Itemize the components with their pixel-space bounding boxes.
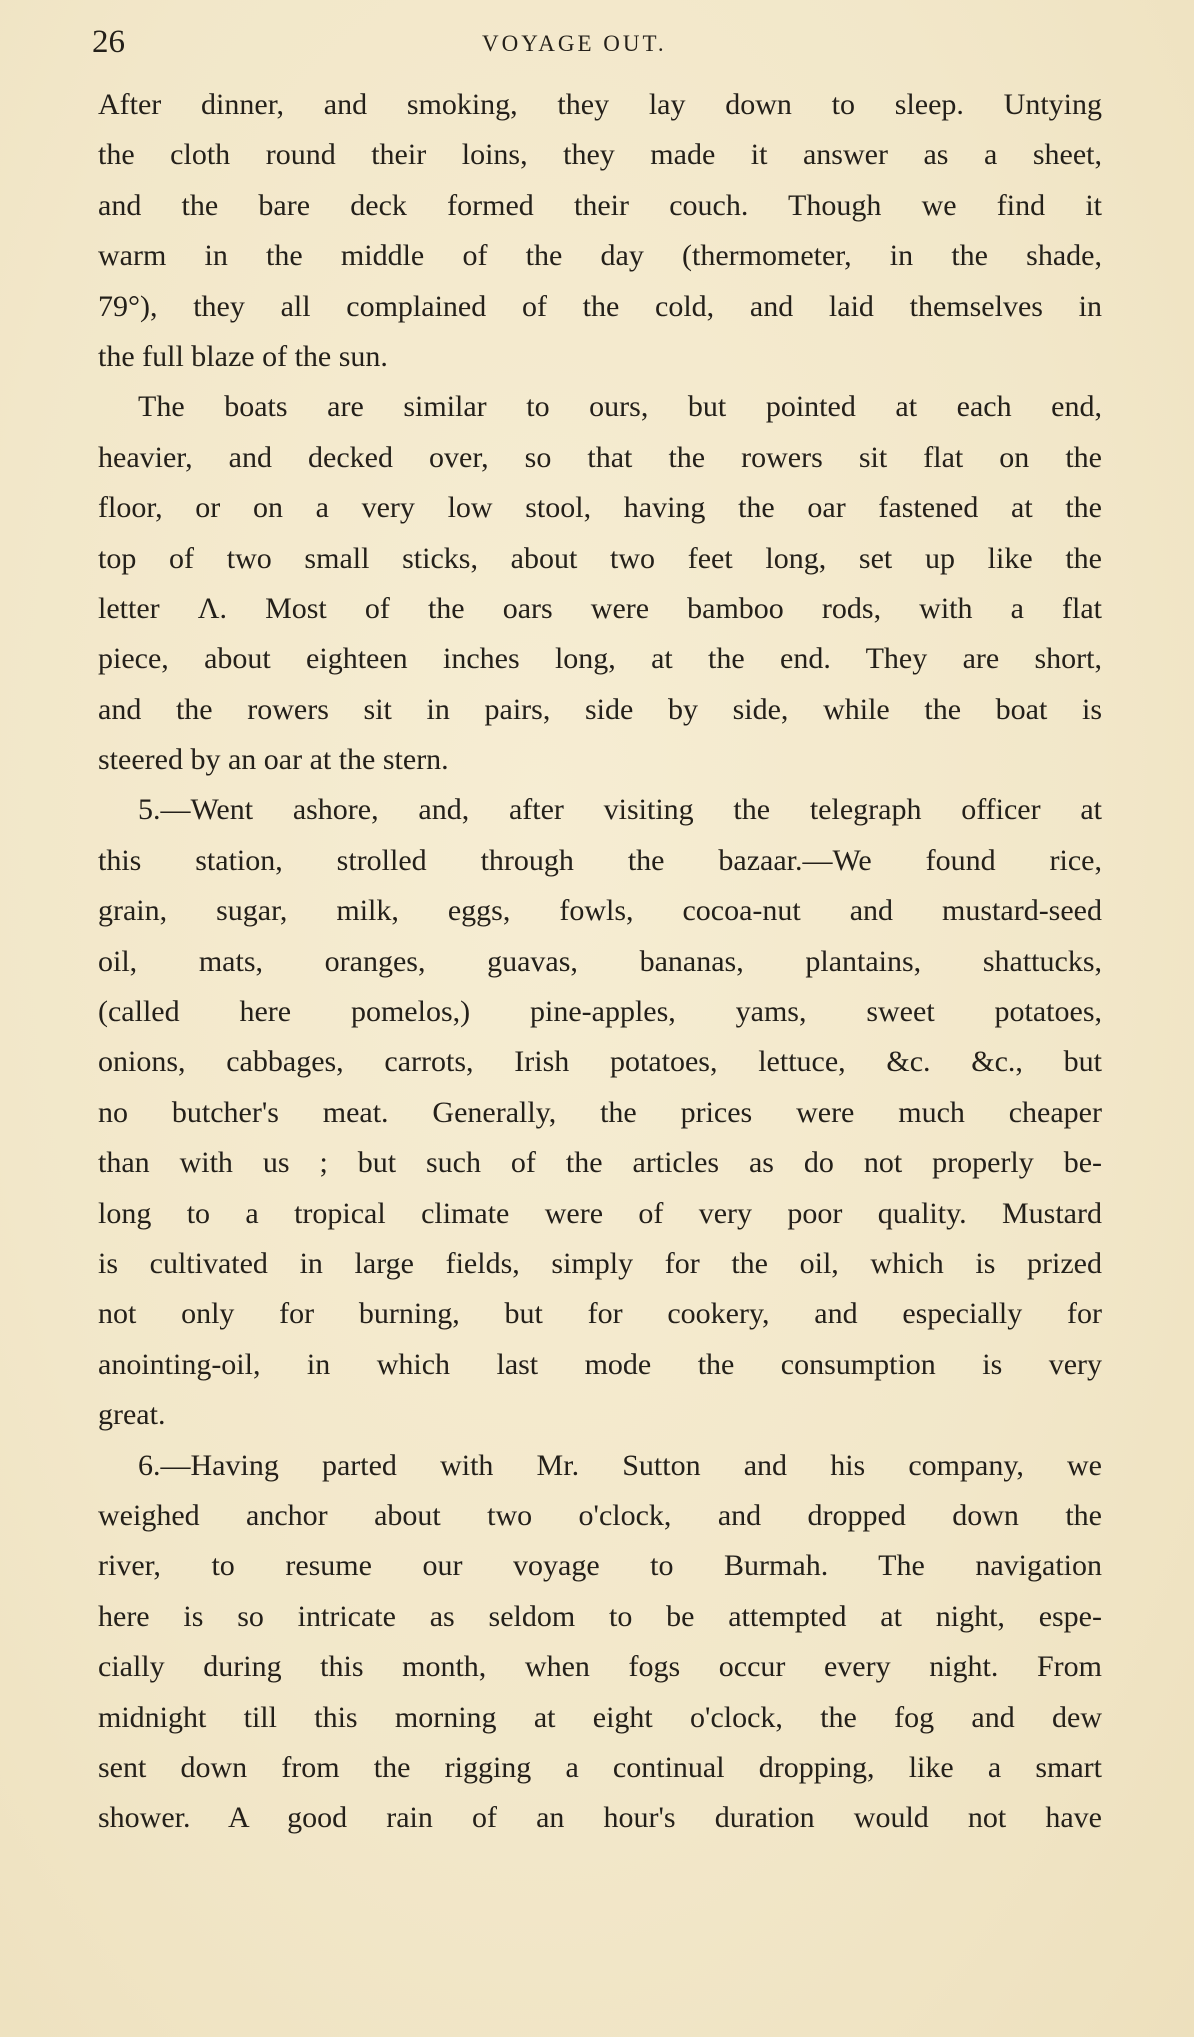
running-head: VOYAGE OUT. <box>482 31 667 56</box>
text-line: great. <box>98 1398 166 1432</box>
text-line: heavier, and decked over, so that the rowers sit flat on the <box>98 440 1102 474</box>
text-line: After dinner, and smoking, they lay down to sleep. Untying <box>98 88 1102 121</box>
text-line: the full blaze of the sun. <box>98 339 388 373</box>
body-text <box>98 80 1102 1844</box>
text-line: sent down from the rigging a continual dropping, like a smart <box>98 1750 1102 1784</box>
text-line: 79°), they all complained of the cold, and laid themselves in <box>98 289 1102 323</box>
text-line: the cloth round their loins, they made it answer as a sheet, <box>98 138 1102 172</box>
text-line: shower. A good rain of an hour's duration would not have <box>98 1801 1102 1835</box>
text-line: and the rowers sit in pairs, side by side, while the boat is <box>98 692 1102 726</box>
text-line: not only for burning, but for cookery, and especially for <box>98 1297 1102 1331</box>
text-line: midnight till this morning at eight o'clock, the fog and dew <box>98 1700 1102 1734</box>
text-line: long to a tropical climate were of very poor quality. Mustard <box>98 1196 1102 1230</box>
text-line: than with us ; but such of the articles as do not properly be- <box>98 1146 1102 1180</box>
paragraph-start-line: 6.—Having parted with Mr. Sutton and his company, we <box>138 1448 1102 1482</box>
page-header <box>92 20 1102 64</box>
text-line: weighed anchor about two o'clock, and dropped down the <box>98 1498 1102 1532</box>
text-line: grain, sugar, milk, eggs, fowls, cocoa-nut and mustard-seed <box>98 894 1102 928</box>
text-line: river, to resume our voyage to Burmah. The navigation <box>98 1549 1102 1583</box>
text-line: anointing-oil, in which last mode the consumption is very <box>98 1347 1102 1381</box>
paragraph-start-line: 5.—Went ashore, and, after visiting the telegraph officer at <box>138 793 1102 827</box>
text-line: top of two small sticks, about two feet long, set up like the <box>98 541 1102 575</box>
text-line: here is so intricate as seldom to be attempted at night, espe- <box>98 1599 1102 1633</box>
text-line: cially during this month, when fogs occur every night. From <box>98 1650 1102 1684</box>
text-line: floor, or on a very low stool, having the oar fastened at the <box>98 491 1102 525</box>
text-line: oil, mats, oranges, guavas, bananas, plantains, shattucks, <box>98 944 1102 978</box>
page-number: 26 <box>92 24 125 60</box>
text-line: this station, strolled through the bazaar.—We found rice, <box>98 843 1102 877</box>
text-line: steered by an oar at the stern. <box>98 743 449 777</box>
text-line: piece, about eighteen inches long, at the end. They are short, <box>98 642 1102 676</box>
text-line: (called here pomelos,) pine-apples, yams, sweet potatoes, <box>98 995 1102 1029</box>
paragraph-start-line: The boats are similar to ours, but pointed at each end, <box>138 390 1102 424</box>
text-line: is cultivated in large fields, simply for the oil, which is prized <box>98 1246 1102 1280</box>
text-line: no butcher's meat. Generally, the prices were much cheaper <box>98 1095 1102 1129</box>
text-line: warm in the middle of the day (thermometer, in the shade, <box>98 239 1102 273</box>
text-line: onions, cabbages, carrots, Irish potatoes, lettuce, &c. &c., but <box>98 1045 1102 1079</box>
text-line: and the bare deck formed their couch. Though we find it <box>98 188 1102 222</box>
text-line: letter Λ. Most of the oars were bamboo rods, with a flat <box>98 591 1102 625</box>
